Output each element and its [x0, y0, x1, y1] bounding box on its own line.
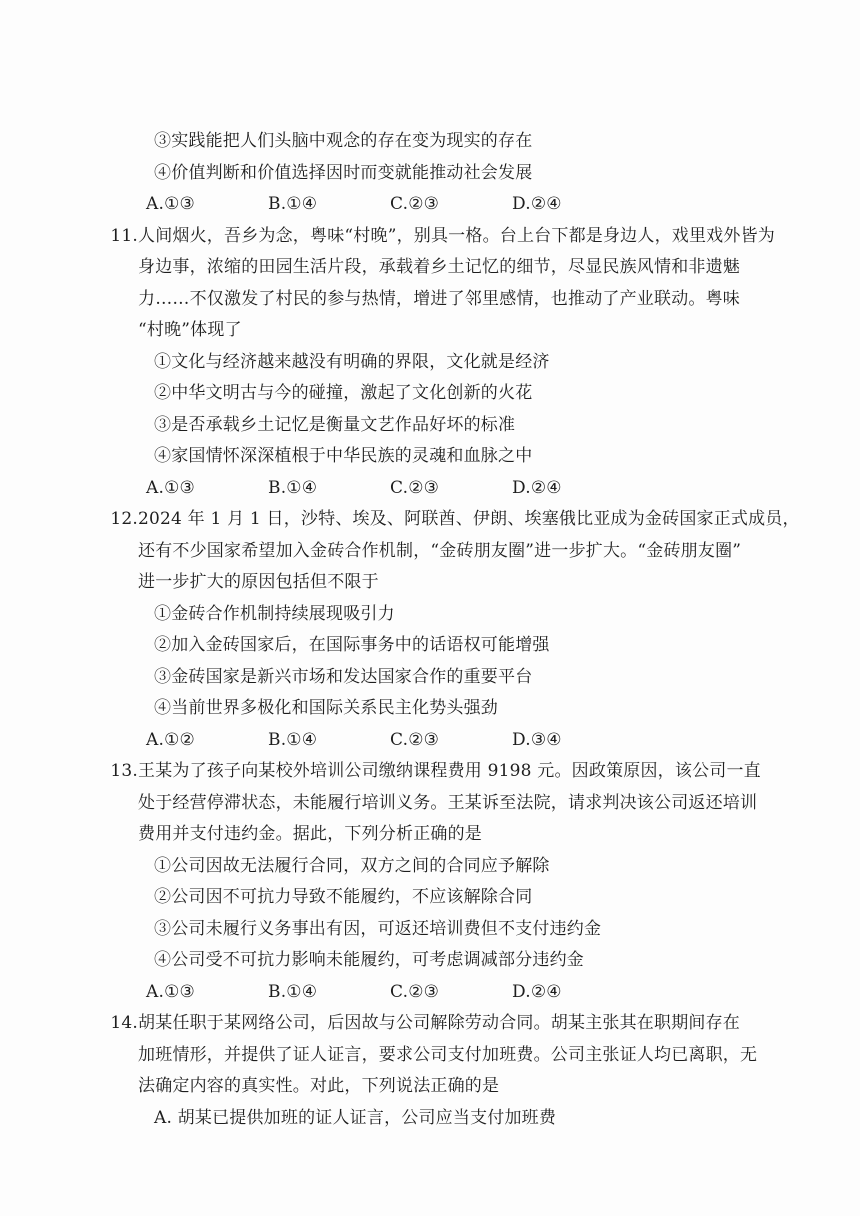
q14-stem-line-2: 加班情形，并提供了证人证言，要求公司支付加班费。公司主张证人均已离职，无	[138, 1044, 758, 1065]
q10-choices	[138, 189, 738, 221]
q11-option-4: ④家国情怀深深植根于中华民族的灵魂和血脉之中	[154, 446, 533, 466]
q11-stem-text-1: 人间烟火，吾乡为念，粤味“村晚”，别具一格。台上台下都是身边人，戏里戏外皆为	[138, 225, 775, 246]
q10-option-3: ③实践能把人们头脑中观念的存在变为现实的存在	[154, 131, 533, 151]
q13-option-3: ③公司未履行义务事出有因，可返还培训费但不支付违约金	[154, 918, 602, 939]
q13-number: 13.	[110, 761, 138, 781]
q11-option-3: ③是否承载乡土记忆是衡量文艺作品好坏的标准	[154, 414, 516, 435]
q11-choice-d: D.②④	[512, 477, 562, 498]
question-14	[110, 1008, 758, 1134]
q11-stem-line-3: 力……不仅激发了村民的参与热情，增进了邻里感情，也推动了产业联动。粤味	[138, 288, 740, 309]
q13-option-2: ②公司因不可抗力导致不能履约，不应该解除合同	[154, 887, 533, 907]
q12-choice-a: A.①②	[146, 729, 195, 750]
question-11	[110, 221, 775, 505]
q13-choice-c: C.②③	[390, 981, 440, 1002]
q12-choice-c: C.②③	[390, 729, 440, 750]
q12-option-2: ②加入金砖国家后，在国际事务中的话语权可能增强	[154, 635, 550, 655]
q10-choice-c: C.②③	[390, 194, 440, 214]
q12-stem-line-2: 还有不少国家希望加入金砖合作机制，“金砖朋友圈”进一步扩大。“金砖朋友圈”	[138, 540, 742, 561]
q12-option-1: ①金砖合作机制持续展现吸引力	[154, 603, 395, 624]
q12-stem-line-1	[110, 504, 800, 536]
q11-choice-a: A.①③	[146, 477, 195, 498]
q12-stem-text-1: 2024 年 1 月 1 日，沙特、埃及、阿联酋、伊朗、埃塞俄比亚成为金砖国家正式成员，	[138, 509, 800, 529]
q11-number: 11.	[110, 225, 138, 246]
q14-stem-text-1: 胡某任职于某网络公司，后因故与公司解除劳动合同。胡某主张其在职期间存在	[138, 1013, 740, 1033]
q13-choice-d: D.②④	[512, 981, 562, 1002]
q14-stem-line-3: 法确定内容的真实性。对此，下列说法正确的是	[138, 1076, 500, 1096]
q11-option-2: ②中华文明古与今的碰撞，激起了文化创新的火花	[154, 383, 533, 403]
q13-choice-b: B.①④	[268, 981, 318, 1002]
q12-option-3: ③金砖国家是新兴市场和发达国家合作的重要平台	[154, 666, 533, 687]
q11-stem-line-2: 身边事，浓缩的田园生活片段，承载着乡土记忆的细节，尽显民族风情和非遗魅	[138, 257, 740, 277]
q10-choice-a: A.①③	[146, 194, 195, 214]
question-10	[138, 126, 738, 221]
q11-choice-c: C.②③	[390, 477, 440, 498]
q13-choices	[138, 977, 738, 1009]
q11-choices	[138, 473, 738, 505]
question-list	[110, 126, 800, 1134]
q12-stem-line-3: 进一步扩大的原因包括但不限于	[138, 572, 379, 592]
q14-stem-line-1	[110, 1008, 740, 1040]
q14-number: 14.	[110, 1013, 138, 1033]
q10-choice-b: B.①④	[268, 194, 318, 214]
q10-option-4: ④价值判断和价值选择因时而变就能推动社会发展	[154, 162, 533, 183]
q11-stem-line-4: “村晚”体现了	[138, 320, 242, 340]
q13-choice-a: A.①③	[146, 981, 195, 1002]
q13-stem-line-2: 处于经营停滞状态，未能履行培训义务。王某诉至法院，请求判决该公司返还培训	[138, 792, 758, 813]
q12-choice-b: B.①④	[268, 729, 318, 750]
q14-option-a: A. 胡某已提供加班的证人证言，公司应当支付加班费	[154, 1107, 557, 1128]
q13-stem-text-1: 王某为了孩子向某校外培训公司缴纳课程费用 9198 元。因政策原因，该公司一直	[138, 761, 761, 781]
q13-stem-line-3: 费用并支付违约金。据此，下列分析正确的是	[138, 824, 482, 844]
q13-option-1: ①公司因故无法履行合同，双方之间的合同应予解除	[154, 855, 550, 876]
question-13	[110, 756, 761, 1008]
q12-choices	[138, 725, 738, 757]
q13-stem-line-1	[110, 756, 761, 788]
q12-option-4: ④当前世界多极化和国际关系民主化势头强劲	[154, 698, 498, 718]
q11-choice-b: B.①④	[268, 477, 318, 498]
q11-stem-line-1	[110, 221, 775, 253]
q13-option-4: ④公司受不可抗力影响未能履约，可考虑调减部分违约金	[154, 950, 584, 970]
q10-choice-d: D.②④	[512, 194, 562, 214]
q11-option-1: ①文化与经济越来越没有明确的界限，文化就是经济	[154, 351, 550, 372]
q12-number: 12.	[110, 509, 138, 529]
question-12	[110, 504, 800, 756]
q12-choice-d: D.③④	[512, 729, 562, 750]
